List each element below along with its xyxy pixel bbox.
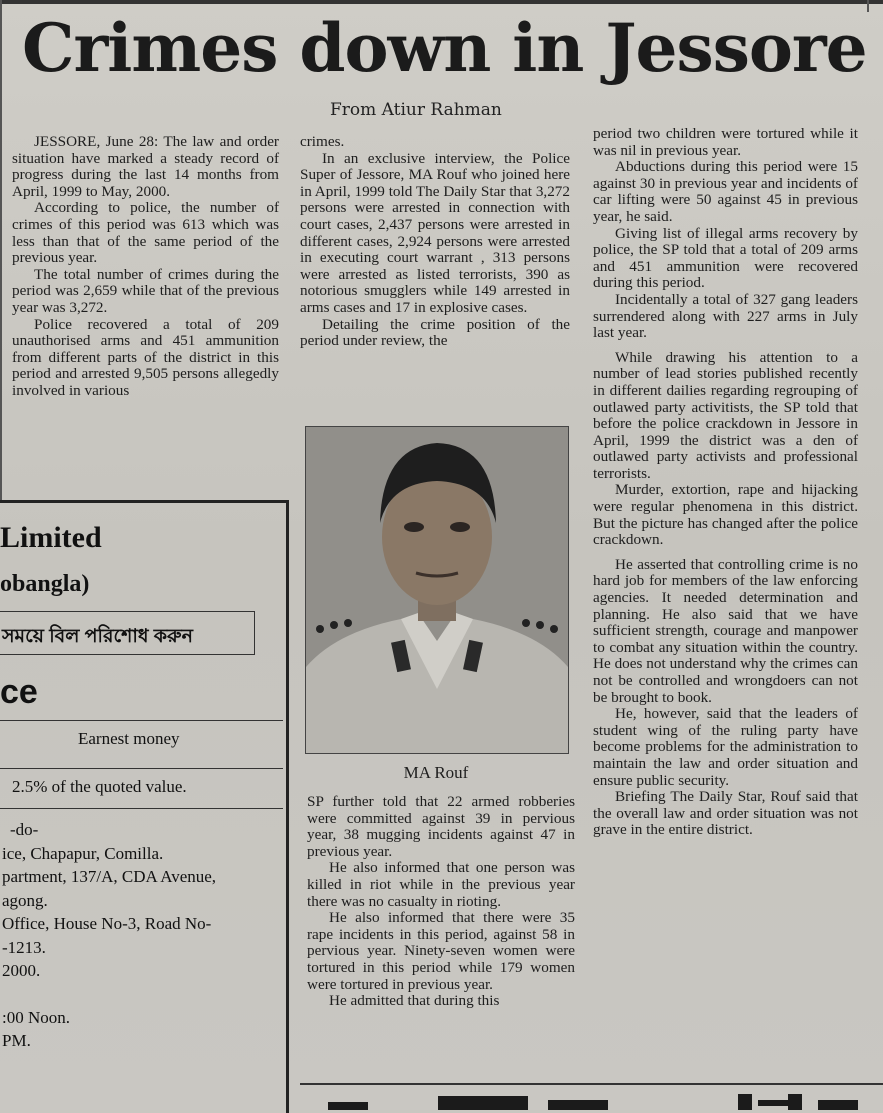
paragraph: Abductions during this period were 15 against 30 in previous year and incidents of car lifting were 50 against 45 in previous year, he said. [593,158,858,225]
paragraph: The total number of crimes during the period was 2,659 while that of the previous year was 3,272. [12,265,279,316]
ad-column-header: Earnest money [78,729,180,748]
ad-table-rule [0,808,283,809]
paragraph: He also informed that one person was killed in riot while in the previous year there was no casualty in rioting. [307,859,575,910]
paragraph: Detailing the crime position of the period under review, the [300,315,570,350]
ad-details [2,818,216,1053]
paragraph: period two children were tortured while it was nil in previous year. [593,125,858,159]
ad-detail-line: partment, 137/A, CDA Avenue, [2,867,217,886]
paragraph: Incidentally a total of 327 gang leaders surrendered along with 227 arms in July last year. [593,290,858,342]
ad-table-rule [0,768,283,769]
ad-detail-line: agong. [2,890,48,910]
paragraph: Briefing The Daily Star, Rouf said that the overall law and order situation was not grave in the entire district. [593,788,858,839]
article-column-3 [593,126,858,839]
ad-detail-line [2,983,216,1006]
article-column-2 [300,134,570,350]
portrait-photo [305,426,569,754]
paragraph: He, however, said that the leaders of student wing of the ruling party have become problems for the administration to maintain the law and order situation and ensure public security. [593,705,858,789]
ad-detail-line: Office, House No-3, Road No- [2,914,212,933]
headline: Crimes down in Jessore [22,9,867,87]
ad-detail-line: 2000. [2,961,41,980]
paragraph: SP further told that 22 armed robberies were committed against 39 in pervious year, 38 mugging incidents against 47 in previous year. [307,793,575,860]
left-edge-rule [0,0,2,500]
ad-subtitle: obangla) [0,571,90,597]
paragraph: crimes. [300,133,345,150]
paragraph: Murder, extortion, rape and hijacking were regular phenomena in this district. But the picture has changed after the police crackdown. [593,481,858,549]
ad-table-rule [0,720,283,721]
portrait-illustration [306,427,568,753]
ad-detail-line: -do- [10,820,39,839]
top-rule [0,0,883,4]
paragraph: Police recovered a total of 209 unauthorised arms and 451 ammunition from different parts of the district in this period and arrested 9,505 persons allegedly involved in various [12,315,279,399]
paragraph: JESSORE, June 28: The law and order situation have marked a steady record of progress during the last 14 months from April, 1999 to May, 2000. [12,133,279,200]
photo-caption: MA Rouf [403,763,469,782]
paragraph: In an exclusive interview, the Police Super of Jessore, MA Rouf who joined here in April, 1999 told The Daily Star that 3,272 persons were arrested in connection with court cases, 2,437 persons were arrested in different cases, 2,924 persons were arrested in executing court warrant , 313 persons were arrested as listed terrorists, 390 as notorious smugglers while 149 arrested in arms cases and 17 in explosive cases. [300,149,570,316]
ad-bengali-box [0,611,255,655]
ad-detail-line: ice, Chapapur, Comilla. [2,843,164,863]
paragraph: He also informed that there were 35 rape incidents in this period, against 58 in pervious year. Ninety-seven women were tortured in this period while 179 women were tortured in previous year. [307,909,575,993]
ad-company-name: Limited [0,521,102,554]
next-headline-cropped [318,1090,883,1110]
paragraph: According to police, the number of crimes of this period was 613 which was less than that of the same period of the previous year. [12,199,279,267]
ad-bengali-text: সময়ে বিল পরিশোধ করুন [2,626,193,647]
article-column-1 [12,134,279,400]
paragraph: He asserted that controlling crime is no hard job for members of the law enforcing agencies. It needed determination and planning. He also said that we have sufficient strength, courage and manpower to combat any situation within the country. He does not understand why the crimes can not be controlled and wrongdoers can not be brought to book. [593,555,858,706]
paragraph: While drawing his attention to a number of lead stories published recently in different dailies regarding regrouping of outlawed party activitists, the SP told that before the police crackdown in Jessore in April, 1999 the district was a den of outlawed party activists and professional terrorists. [593,348,858,482]
paragraph: He admitted that during this [329,992,500,1010]
ad-heading: ce [0,673,38,711]
ad-earnest-value: 2.5% of the quoted value. [12,777,187,796]
cropped-headline-glyphs [318,1090,883,1110]
ad-detail-line: :00 Noon. [2,1007,70,1027]
byline: From Atiur Rahman [330,100,502,120]
bottom-rule [300,1083,883,1085]
ad-detail-line: PM. [2,1031,31,1050]
paragraph: Giving list of illegal arms recovery by police, the SP told that a total of 209 arms and 451 ammunition were recovered during this period. [593,224,858,292]
ad-detail-line: -1213. [2,937,46,957]
article-column-2-continued [307,794,575,1010]
